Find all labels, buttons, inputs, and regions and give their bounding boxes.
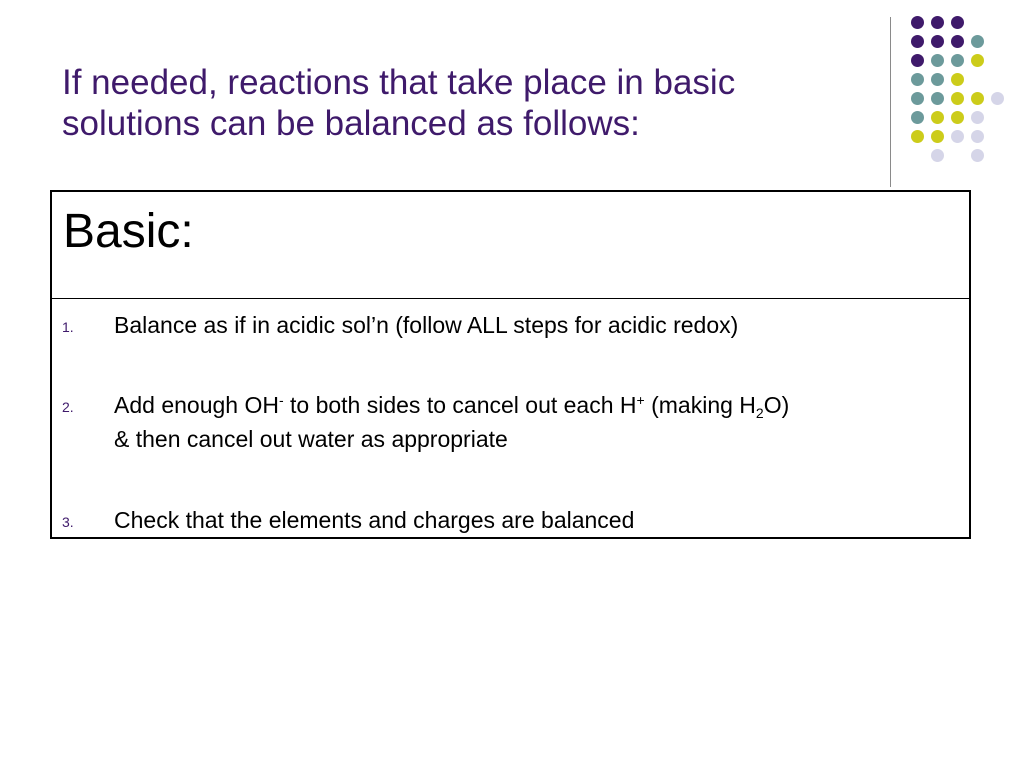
step-text-part: Add enough OH — [114, 392, 279, 418]
decorative-dot — [971, 92, 984, 105]
step-text-part: O) — [763, 392, 790, 418]
decorative-dot — [971, 35, 984, 48]
decorative-dot — [931, 130, 944, 143]
title-line-2: solutions can be balanced as follows: — [62, 104, 640, 143]
decorative-dot — [951, 16, 964, 29]
decorative-dot — [931, 54, 944, 67]
step-text-part: to both sides to cancel out each H — [283, 392, 637, 418]
vertical-divider — [890, 17, 891, 187]
decorative-dot — [951, 92, 964, 105]
step-text: Check that the elements and charges are balanced — [114, 507, 635, 533]
content-box — [50, 190, 971, 539]
step-number: 3. — [62, 514, 74, 530]
title-line-1: If needed, reactions that take place in basic — [62, 63, 736, 102]
superscript: - — [278, 392, 284, 408]
superscript: + — [636, 392, 645, 408]
decorative-dot — [911, 111, 924, 124]
decorative-dot — [931, 16, 944, 29]
decorative-dot — [971, 130, 984, 143]
box-header: Basic: — [52, 192, 969, 299]
decorative-dot — [971, 149, 984, 162]
decorative-dot — [951, 54, 964, 67]
step-number: 1. — [62, 319, 74, 335]
decorative-dot — [951, 111, 964, 124]
decorative-dot — [911, 54, 924, 67]
subscript: 2 — [755, 405, 764, 421]
decorative-dot — [911, 35, 924, 48]
step-number: 2. — [62, 399, 74, 415]
decorative-dot — [991, 92, 1004, 105]
decorative-dot — [971, 54, 984, 67]
slide-title — [62, 62, 862, 144]
decorative-dot — [931, 35, 944, 48]
step-text-line-2: & then cancel out water as appropriate — [114, 426, 508, 452]
decorative-dot — [931, 111, 944, 124]
decorative-dot — [931, 92, 944, 105]
decorative-dot — [931, 73, 944, 86]
step-text: Balance as if in acidic sol’n (follow ALL steps for acidic redox) — [114, 312, 739, 338]
decorative-dot — [951, 73, 964, 86]
decorative-dot — [911, 73, 924, 86]
decorative-dot — [911, 130, 924, 143]
decorative-dot — [971, 111, 984, 124]
step-text — [114, 388, 964, 456]
decorative-dot — [931, 149, 944, 162]
decorative-dot — [951, 35, 964, 48]
decorative-dot — [951, 130, 964, 143]
step-text-part: (making H — [644, 392, 756, 418]
decorative-dot — [911, 16, 924, 29]
decorative-dot — [911, 92, 924, 105]
